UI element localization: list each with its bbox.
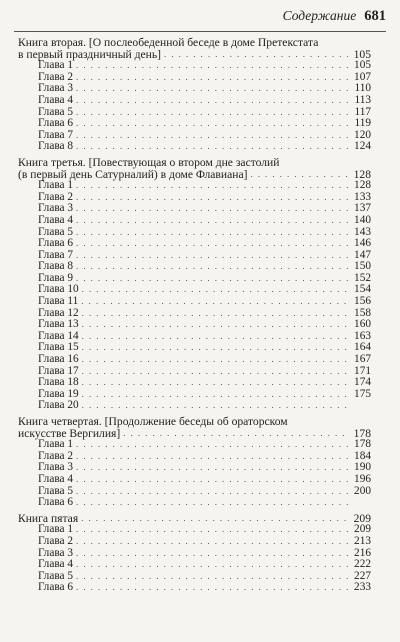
chapter-page-number: 143 xyxy=(354,225,371,238)
chapter-page-number: 190 xyxy=(354,461,371,474)
dot-leader xyxy=(81,513,348,525)
page-number: 681 xyxy=(364,8,386,24)
chapter-label: Глава 1 xyxy=(38,59,74,72)
dot-leader xyxy=(76,107,348,119)
book-page-number: 128 xyxy=(353,167,371,181)
dot-leader xyxy=(250,169,348,181)
dot-leader xyxy=(76,118,348,130)
chapter-page-number: 222 xyxy=(354,558,371,571)
chapter-label: Глава 3 xyxy=(38,202,74,215)
chapter-page-number: 124 xyxy=(354,140,371,153)
chapter-page-number: 128 xyxy=(354,179,371,192)
chapter-label: Глава 4 xyxy=(38,93,74,106)
chapter-entry[interactable] xyxy=(18,497,371,509)
dot-leader xyxy=(76,548,348,560)
book-title-text: искусстве Вергилия] xyxy=(18,426,121,440)
chapter-label: Глава 15 xyxy=(38,341,79,354)
chapter-label: Глава 12 xyxy=(38,306,79,319)
dot-leader xyxy=(76,261,348,273)
chapter-entry[interactable] xyxy=(18,354,371,366)
dot-leader xyxy=(123,428,348,440)
dot-leader xyxy=(82,308,348,320)
chapter-page-number: 120 xyxy=(354,128,371,141)
book-page-number: 178 xyxy=(353,426,371,440)
chapter-label: Глава 7 xyxy=(38,248,74,261)
chapter-page-number: 152 xyxy=(354,271,371,284)
chapter-entry[interactable] xyxy=(18,215,371,227)
chapter-entry[interactable] xyxy=(18,141,371,153)
chapter-label: Глава 5 xyxy=(38,484,74,497)
table-of-contents xyxy=(18,37,371,594)
chapter-label: Глава 11 xyxy=(38,295,79,308)
chapter-page-number: 178 xyxy=(354,438,371,451)
chapter-page-number: 154 xyxy=(354,283,371,296)
running-title: Содержание xyxy=(282,8,357,23)
book-title-line[interactable] xyxy=(18,37,371,49)
chapter-label: Глава 2 xyxy=(38,534,74,547)
dot-leader xyxy=(76,203,348,215)
dot-leader xyxy=(76,250,348,262)
chapter-page-number: 233 xyxy=(354,581,371,594)
chapter-page-number: 107 xyxy=(354,70,371,83)
chapter-page-number: 196 xyxy=(354,472,371,485)
chapter-page-number: 209 xyxy=(354,523,371,536)
dot-leader xyxy=(82,342,348,354)
book-section xyxy=(18,513,371,594)
chapter-page-number: 174 xyxy=(354,376,371,389)
dot-leader xyxy=(164,49,348,61)
chapter-label: Глава 4 xyxy=(38,213,74,226)
chapter-label: Глава 6 xyxy=(38,237,74,250)
chapter-page-number: 110 xyxy=(354,82,371,95)
dot-leader xyxy=(76,215,348,227)
chapter-page-number: 227 xyxy=(354,569,371,582)
dot-leader xyxy=(76,462,348,474)
dot-leader xyxy=(76,192,348,204)
chapter-page-number: 147 xyxy=(354,248,371,261)
dot-leader xyxy=(82,400,348,412)
chapter-entry[interactable] xyxy=(18,474,371,486)
chapter-entry[interactable] xyxy=(18,296,371,308)
chapter-entry[interactable] xyxy=(18,238,371,250)
chapter-page-number: 146 xyxy=(354,237,371,250)
chapter-page-number: 119 xyxy=(354,117,371,130)
chapter-label: Глава 9 xyxy=(38,271,74,284)
chapter-entry[interactable] xyxy=(18,400,371,412)
chapter-page-number: 167 xyxy=(354,353,371,366)
dot-leader xyxy=(82,319,348,331)
dot-leader xyxy=(76,451,348,463)
chapter-label: Глава 4 xyxy=(38,558,74,571)
dot-leader xyxy=(76,439,348,451)
dot-leader xyxy=(76,95,348,107)
book-section xyxy=(18,37,371,153)
chapter-label: Глава 3 xyxy=(38,546,74,559)
chapter-label: Глава 6 xyxy=(38,496,74,509)
book-title-line[interactable] xyxy=(18,157,371,169)
chapter-page-number: 117 xyxy=(354,105,371,118)
dot-leader xyxy=(82,354,348,366)
chapter-label: Глава 3 xyxy=(38,461,74,474)
dot-leader xyxy=(76,130,348,142)
chapter-entry[interactable] xyxy=(18,582,371,594)
chapter-label: Глава 14 xyxy=(38,329,79,342)
book-title-text: (в первый день Сатурналий) в доме Флавиана] xyxy=(18,167,248,181)
book-page-number: 209 xyxy=(353,511,371,525)
chapter-page-number: 105 xyxy=(354,59,371,72)
chapter-page-number: 150 xyxy=(354,260,371,273)
dot-leader xyxy=(82,331,348,343)
book-title-text: Книга вторая. [О послеобеденной беседе в доме Претекстата xyxy=(18,36,319,49)
header-rule xyxy=(14,31,386,32)
chapter-label: Глава 18 xyxy=(38,376,79,389)
chapter-label: Глава 20 xyxy=(38,399,79,412)
dot-leader xyxy=(82,366,348,378)
chapter-page-number: 140 xyxy=(354,213,371,226)
dot-leader xyxy=(81,296,348,308)
chapter-page-number: 160 xyxy=(354,318,371,331)
book-section xyxy=(18,157,371,412)
chapter-label: Глава 5 xyxy=(38,225,74,238)
chapter-label: Глава 1 xyxy=(38,179,74,192)
chapter-page-number: 164 xyxy=(354,341,371,354)
chapter-label: Глава 3 xyxy=(38,82,74,95)
book-title-text: Книга пятая xyxy=(18,511,79,525)
chapter-label: Глава 5 xyxy=(38,569,74,582)
dot-leader xyxy=(76,273,348,285)
dot-leader xyxy=(76,536,348,548)
chapter-page-number: 137 xyxy=(354,202,371,215)
chapter-page-number: 158 xyxy=(354,306,371,319)
dot-leader xyxy=(82,377,348,389)
chapter-entry[interactable] xyxy=(18,180,371,192)
chapter-label: Глава 8 xyxy=(38,260,74,273)
dot-leader xyxy=(76,227,348,239)
chapter-page-number: 175 xyxy=(354,387,371,400)
dot-leader xyxy=(76,83,348,95)
dot-leader xyxy=(76,180,348,192)
dot-leader xyxy=(76,571,348,583)
dot-leader xyxy=(76,559,348,571)
chapter-page-number: 216 xyxy=(354,546,371,559)
chapter-label: Глава 2 xyxy=(38,70,74,83)
chapter-page-number: 213 xyxy=(354,534,371,547)
chapter-label: Глава 17 xyxy=(38,364,79,377)
book-title-text: Книга третья. [Повествующая о втором дне застолий xyxy=(18,155,280,169)
chapter-page-number: 113 xyxy=(354,93,371,106)
chapter-label: Глава 1 xyxy=(38,438,74,451)
chapter-page-number: 156 xyxy=(354,295,371,308)
chapter-label: Глава 2 xyxy=(38,190,74,203)
chapter-page-number: 163 xyxy=(354,329,371,342)
chapter-label: Глава 10 xyxy=(38,283,79,296)
dot-leader xyxy=(82,389,348,401)
chapter-label: Глава 19 xyxy=(38,387,79,400)
dot-leader xyxy=(76,474,348,486)
chapter-page-number: 171 xyxy=(354,364,371,377)
book-title-line[interactable] xyxy=(18,416,371,428)
dot-leader xyxy=(76,582,348,594)
chapter-label: Глава 2 xyxy=(38,449,74,462)
dot-leader xyxy=(76,486,348,498)
page-header xyxy=(14,8,386,28)
chapter-label: Глава 4 xyxy=(38,472,74,485)
dot-leader xyxy=(76,141,348,153)
dot-leader xyxy=(76,497,348,509)
book-title-text: в первый праздничный день] xyxy=(18,47,162,61)
chapter-page-number: 184 xyxy=(354,449,371,462)
dot-leader xyxy=(76,524,348,536)
book-section xyxy=(18,416,371,509)
chapter-label: Глава 16 xyxy=(38,353,79,366)
chapter-label: Глава 6 xyxy=(38,581,74,594)
chapter-entry[interactable] xyxy=(18,95,371,107)
chapter-label: Глава 8 xyxy=(38,140,74,153)
book-title-text: Книга четвертая. [Продолжение беседы об ораторском xyxy=(18,415,288,428)
dot-leader xyxy=(82,284,348,296)
dot-leader xyxy=(76,60,348,72)
chapter-entry[interactable] xyxy=(18,559,371,571)
chapter-label: Глава 13 xyxy=(38,318,79,331)
chapter-label: Глава 5 xyxy=(38,105,74,118)
chapter-page-number: 200 xyxy=(354,484,371,497)
dot-leader xyxy=(76,238,348,250)
book-page-number: 105 xyxy=(353,47,371,61)
chapter-label: Глава 7 xyxy=(38,128,74,141)
chapter-label: Глава 6 xyxy=(38,117,74,130)
chapter-label: Глава 1 xyxy=(38,523,74,536)
chapter-page-number: 133 xyxy=(354,190,371,203)
chapter-entry[interactable] xyxy=(18,536,371,548)
chapter-entry[interactable] xyxy=(18,118,371,130)
dot-leader xyxy=(76,72,348,84)
